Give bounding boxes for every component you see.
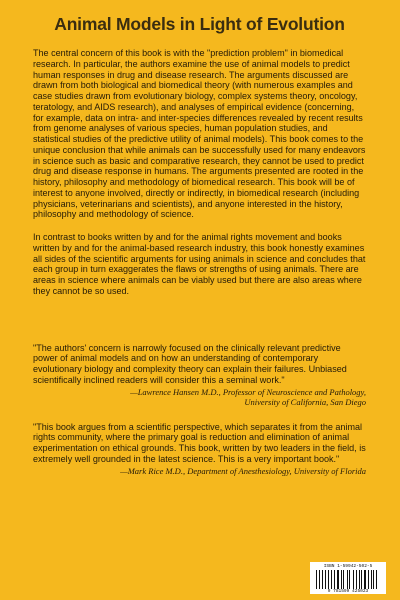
barcode-stripe bbox=[353, 570, 354, 589]
isbn-barcode bbox=[310, 562, 386, 594]
barcode-stripe bbox=[361, 570, 362, 589]
isbn-label: ISBN 1-59942-502-5 bbox=[323, 564, 373, 569]
description-paragraph-1: The central concern of this book is with the "prediction problem" in biomedical research. In particular, the authors examine the use of animal models to predict human responses in drug and disease research. The arguments discussed are drawn from both biological and biomedical theory (with numerous examples and case studies drawn from evolutionary biology, complex systems theory, oncology, teratology, and AIDS research), and analyses of empirical evidence (concerning, for example, data on intra- and inter-species differences revealed by recent results from genome analyses of various species, human population studies, and statistical studies of the predictive utility of animal models). This book comes to the unique conclusion that while animals can be successfully used for many endeavors in science such as basic and comparative research, they cannot be used to predict drug and disease response in humans. The arguments presented are rooted in the history, philosophy and methodology of biomedical research. This book will be of interest to anyone involved, directly or indirectly, in biomedical research (including physicians, veterinarians and scientists), and anyone interested in the history, philosophy and methodology of science. bbox=[33, 48, 366, 220]
barcode-icon bbox=[313, 570, 383, 589]
section-gap bbox=[33, 309, 366, 343]
description-paragraph-2: In contrast to books written by and for the animal rights movement and books written by and for the animal-based research industry, this book honestly examines all sides of the scientific arguments for using animals in science and concludes that each group in turn exaggerates the flaws or strengths of using animals. There are areas in science where animals can be viably used but there are also areas where they cannot be so used. bbox=[33, 232, 366, 296]
barcode-number: 9 781599 425023 bbox=[327, 589, 369, 594]
quote-text: "This book argues from a scientific perspective, which separates it from the animal rights community, where the primary goal is reduction and elimination of animal experimentation on ethical grounds. This book, written by two leaders in the field, is extremely well grounded in the latest science. This is a very important book." bbox=[33, 421, 366, 464]
attribution-line: University of California, San Diego bbox=[244, 396, 366, 407]
barcode-stripe bbox=[357, 570, 358, 589]
quote-attribution bbox=[33, 466, 366, 476]
book-title: Animal Models in Light of Evolution bbox=[54, 14, 345, 34]
quote-attribution bbox=[33, 387, 366, 407]
endorsement-quote-1 bbox=[33, 343, 366, 407]
attribution-line: —Mark Rice M.D., Department of Anesthesiology, University of Florida bbox=[120, 465, 366, 476]
quote-text: "The authors' concern is narrowly focused on the clinically relevant predictive power of animal models and on how an understanding of contemporary evolutionary biology and complexity theory can explain their failures. Unbiased scientifically inclined readers will consider this a seminal work." bbox=[33, 342, 347, 385]
barcode-stripe bbox=[378, 570, 380, 589]
endorsement-quote-2 bbox=[33, 422, 366, 476]
attribution-line: —Lawrence Hansen M.D., Professor of Neuroscience and Pathology, bbox=[130, 386, 366, 397]
